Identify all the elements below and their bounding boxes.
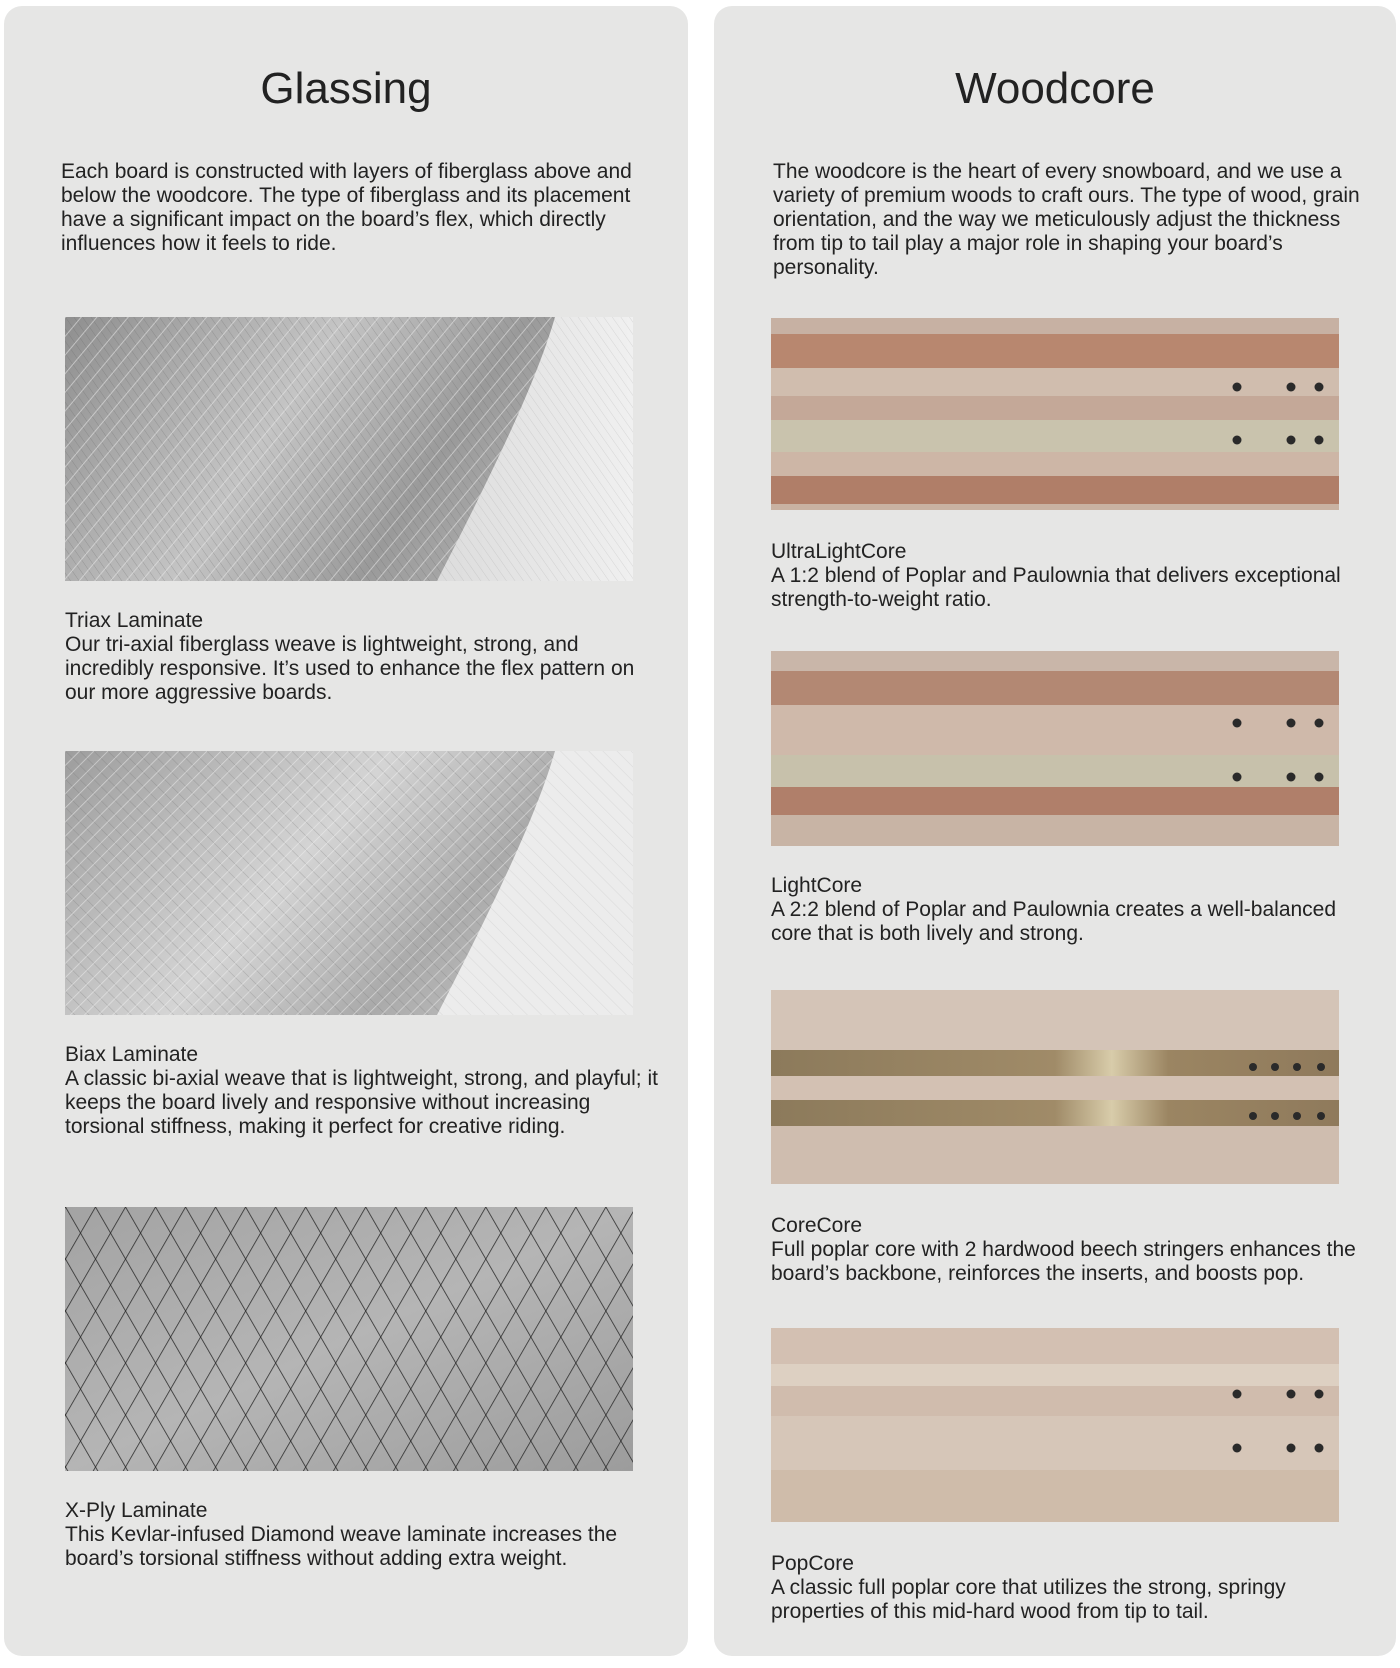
ultralightcore-image	[771, 318, 1339, 510]
xply-laminate-name: X-Ply Laminate	[65, 1499, 208, 1522]
lightcore-image	[771, 651, 1339, 846]
popcore-name: PopCore	[771, 1552, 854, 1575]
glassing-title: Glassing	[260, 64, 432, 113]
biax-laminate-image	[65, 751, 633, 1015]
ultralightcore-desc: A 1:2 blend of Poplar and Paulownia that delivers exceptional strength-to-weight ratio.	[771, 564, 1341, 611]
woodcore-panel	[714, 6, 1396, 1656]
corecore-image	[771, 990, 1339, 1184]
xply-laminate-desc: This Kevlar-infused Diamond weave laminate increases the board’s torsional stiffness without adding extra weight.	[65, 1523, 618, 1570]
popcore-desc: A classic full poplar core that utilizes the strong, springy properties of this mid-hard wood from tip to tail.	[771, 1576, 1286, 1623]
glassing-panel	[4, 6, 688, 1656]
ultralightcore-name: UltraLightCore	[771, 540, 907, 563]
corecore-desc: Full poplar core with 2 hardwood beech stringers enhances the board’s backbone, reinforces the inserts, and boosts pop.	[771, 1238, 1356, 1285]
biax-laminate-desc: A classic bi-axial weave that is lightweight, strong, and playful; it keeps the board lively and responsive without increasing torsional stiffness, making it perfect for creative riding.	[65, 1067, 658, 1138]
lightcore-name: LightCore	[771, 874, 863, 897]
xply-laminate-image	[65, 1207, 633, 1471]
triax-laminate-desc: Our tri-axial fiberglass weave is lightweight, strong, and incredibly responsive. It’s used to enhance the flex pattern on our more aggressive boards.	[65, 633, 635, 704]
popcore-image	[771, 1328, 1339, 1522]
biax-laminate-name: Biax Laminate	[65, 1043, 199, 1066]
triax-laminate-name: Triax Laminate	[65, 609, 204, 632]
lightcore-desc: A 2:2 blend of Poplar and Paulownia creates a well-balanced core that is both lively and strong.	[771, 898, 1337, 945]
corecore-name: CoreCore	[771, 1214, 863, 1237]
woodcore-title: Woodcore	[955, 64, 1155, 113]
woodcore-intro: The woodcore is the heart of every snowboard, and we use a variety of premium woods to craft ours. The type of wood, grain orientation, and the way we meticulously adjust the thickness from tip to tail play a major role in shaping your board’s personality.	[773, 160, 1360, 279]
glassing-intro: Each board is constructed with layers of fiberglass above and below the woodcore. The type of fiberglass and its placement have a significant impact on the board’s flex, which directly influences how it feels to ride.	[61, 160, 632, 255]
triax-laminate-image	[65, 317, 633, 581]
